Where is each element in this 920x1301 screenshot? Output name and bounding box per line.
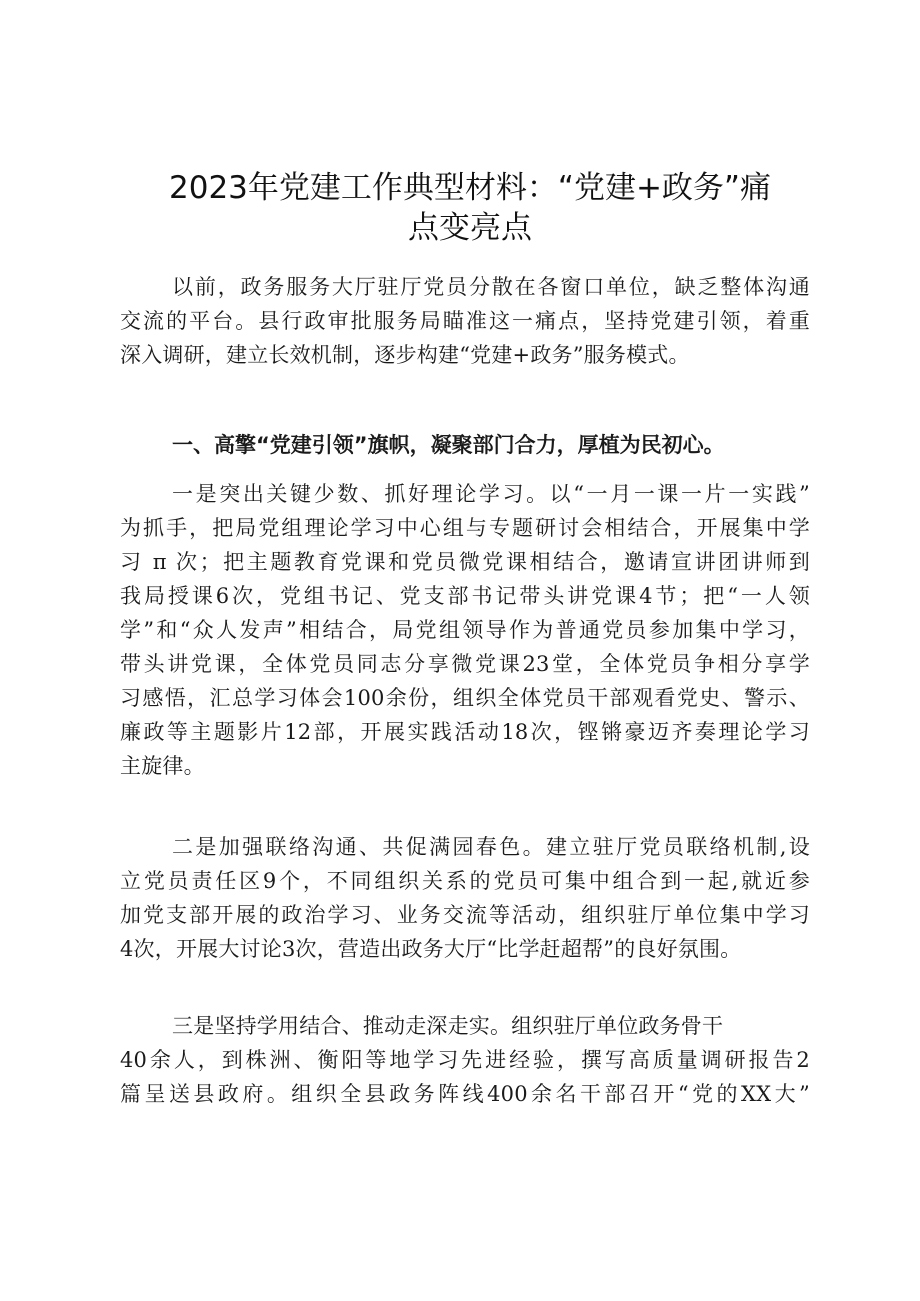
intro-paragraph bbox=[120, 270, 810, 372]
text-line: 习感悟，汇总学习体会100余份，组织全体党员干部观看党史、警示、 bbox=[120, 686, 810, 710]
text-line: 我局授课6次，党组书记、党支部书记带头讲党课4节；把“一人领 bbox=[120, 584, 810, 608]
text-line: 加党支部开展的政治学习、业务交流等活动，组织驻厅单位集中学习 bbox=[120, 903, 810, 927]
text-line: 学”和“众人发声”相结合，局党组领导作为普通党员参加集中学习， bbox=[120, 618, 810, 642]
document-title bbox=[150, 168, 790, 248]
text-line: 4次，开展大讨论3次，营造出政务大厅“比学赶超帮”的良好氛围。 bbox=[120, 937, 742, 961]
section-heading: 一、高擎“党建引领”旗帜，凝聚部门合力，厚植为民初心。 bbox=[172, 433, 725, 457]
text-line: 一是突出关键少数、抓好理论学习。以“一月一课一片一实践” bbox=[172, 482, 810, 506]
title-line: 2023年党建工作典型材料：“党建+政务”痛 bbox=[169, 170, 771, 206]
text-line: 三是坚持学用结合、推动走深走实。组织驻厅单位政务骨干 bbox=[172, 1014, 724, 1038]
text-line: 40余人，到株洲、衡阳等地学习先进经验，撰写高质量调研报告2 bbox=[120, 1048, 810, 1072]
paragraph-practice bbox=[120, 1009, 810, 1111]
text-line: 二是加强联络沟通、共促满园春色。建立驻厅党员联络机制,设 bbox=[172, 835, 810, 859]
text-line: 带头讲党课，全体党员同志分享微党课23堂，全体党员争相分享学 bbox=[120, 652, 810, 676]
text-line: 立党员责任区9个，不同组织关系的党员可集中组合到一起,就近参 bbox=[120, 869, 810, 893]
paragraph-liaison bbox=[120, 830, 810, 966]
text-line: 深入调研，建立长效机制，逐步构建“党建+政务”服务模式。 bbox=[120, 343, 690, 367]
text-line: 主旋律。 bbox=[120, 754, 205, 778]
text-line: 篇呈送县政府。组织全县政务阵线400余名干部召开“党的XX大” bbox=[120, 1082, 810, 1106]
text-line: 习 π 次；把主题教育党课和党员微党课相结合，邀请宣讲团讲师到 bbox=[120, 550, 810, 574]
title-line: 点变亮点 bbox=[408, 210, 532, 246]
text-line: 廉政等主题影片12部，开展实践活动18次，铿锵豪迈齐奏理论学习 bbox=[120, 720, 810, 744]
text-line: 交流的平台。县行政审批服务局瞄准这一痛点，坚持党建引领，着重 bbox=[120, 309, 810, 333]
paragraph-theory-study bbox=[120, 477, 810, 783]
text-line: 为抓手，把局党组理论学习中心组与专题研讨会相结合，开展集中学 bbox=[120, 516, 810, 540]
text-line: 以前，政务服务大厅驻厅党员分散在各窗口单位，缺乏整体沟通 bbox=[172, 275, 810, 299]
